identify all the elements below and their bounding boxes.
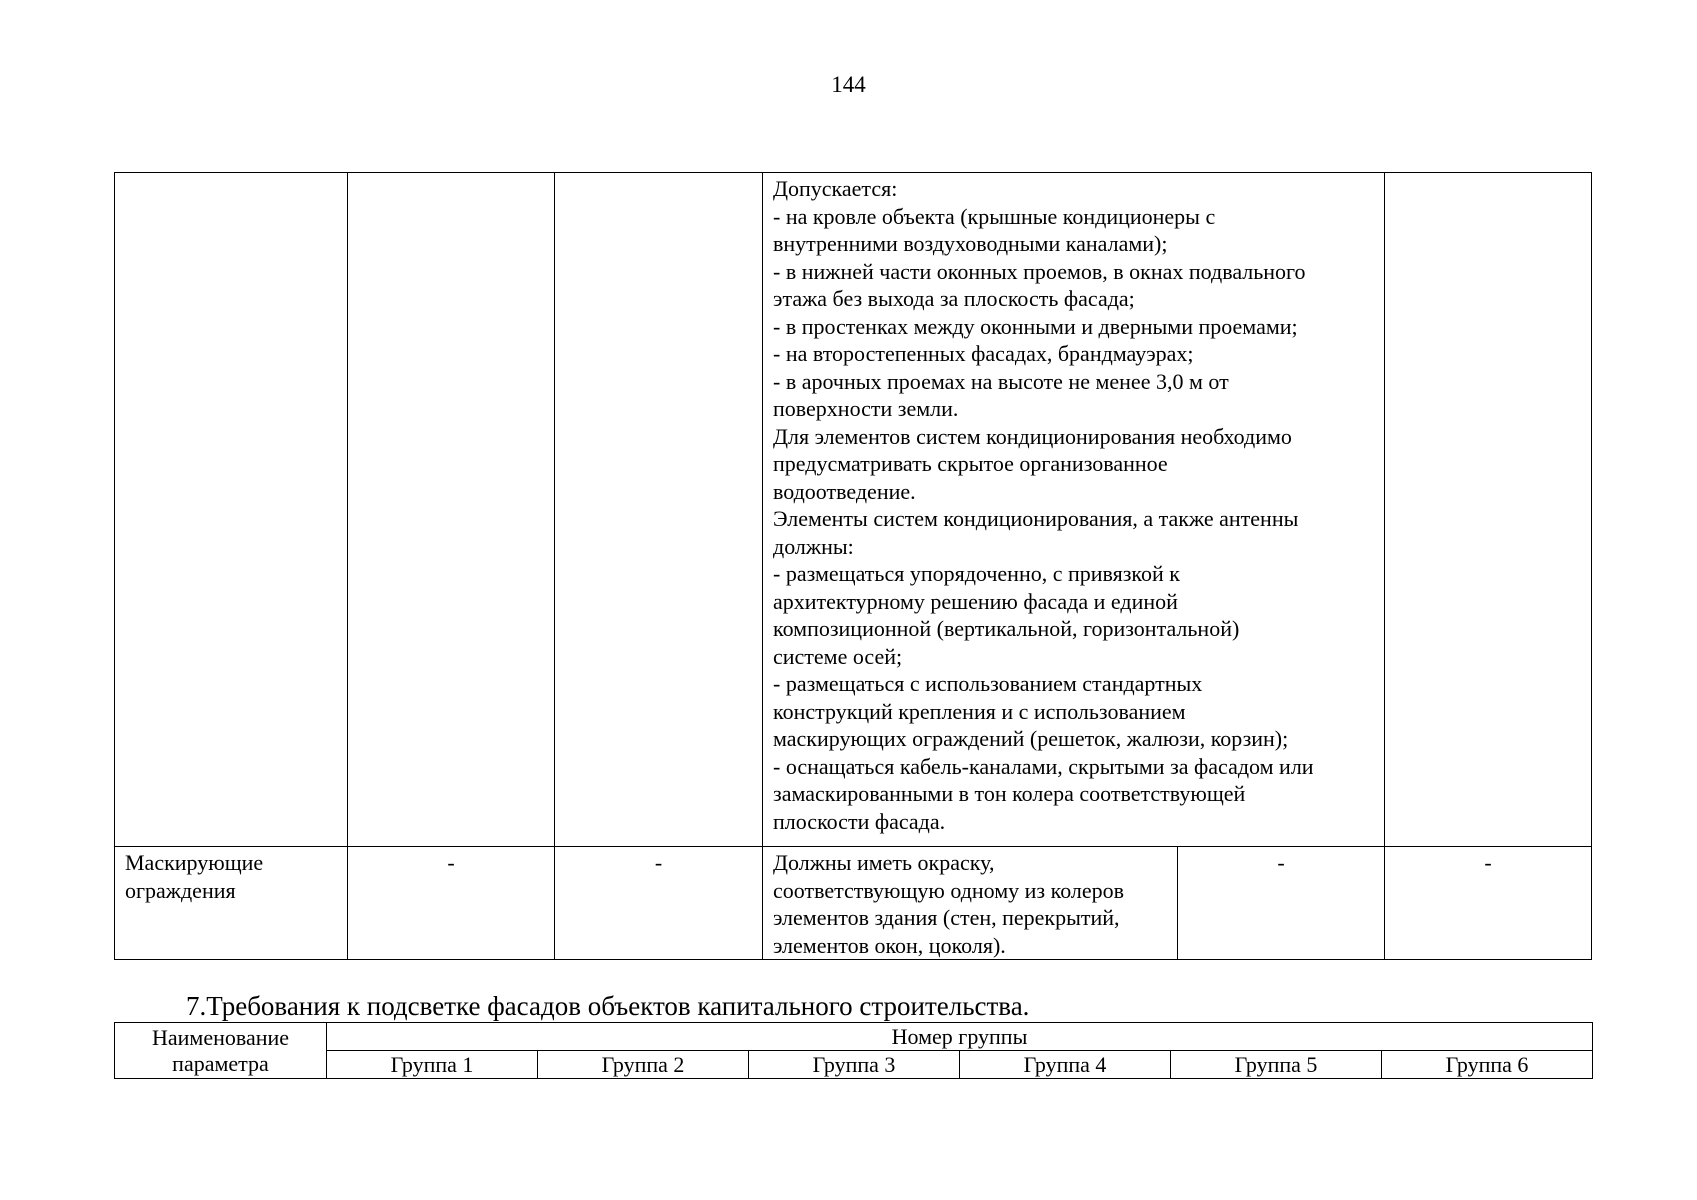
- text-line: этажа без выхода за плоскость фасада;: [773, 286, 1135, 311]
- text-line: - в простенках между оконными и дверными проемами;: [773, 313, 1298, 339]
- text-line: внутренними воздуховодными каналами);: [773, 231, 1168, 256]
- table-header-row: [115, 1023, 1593, 1051]
- table-cell: -: [348, 847, 555, 960]
- text-line: должны:: [773, 533, 854, 559]
- table-cell: [115, 173, 348, 847]
- lighting-requirements-table: [114, 1022, 1593, 1079]
- text-line: элементов здания (стен, перекрытий,: [773, 905, 1120, 930]
- text-line: - в нижней части оконных проемов, в окнах подвального: [773, 258, 1306, 284]
- table-row: [115, 847, 1592, 960]
- text-line: предусматривать скрытое организованное: [773, 451, 1168, 476]
- text-line: параметра: [172, 1050, 269, 1076]
- requirements-table: [114, 172, 1592, 960]
- text-line: конструкций крепления и с использованием: [773, 698, 1186, 724]
- table-row: [115, 173, 1592, 847]
- group-header: Группа 5: [1171, 1051, 1382, 1079]
- text-line: - на кровле объекта (крышные кондиционеры с: [773, 203, 1216, 229]
- text-line: - в арочных проемах на высоте не менее 3,0 м от: [773, 368, 1229, 394]
- text-line: - размещаться упорядоченно, с привязкой к: [773, 561, 1180, 586]
- group-number-header: Номер группы: [327, 1023, 1593, 1051]
- table-cell: [1385, 173, 1592, 847]
- text-line: Элементы систем кондиционирования, а также антенны: [773, 506, 1299, 531]
- table-cell: -: [1178, 847, 1385, 960]
- parameter-header: [115, 1023, 327, 1079]
- text-line: плоскости фасада.: [773, 808, 946, 834]
- text-line: замаскированными в тон колера соответствующей: [773, 781, 1246, 806]
- parameter-name-cell: [115, 847, 348, 960]
- text-line: ограждения: [125, 877, 236, 903]
- text-line: композиционной (вертикальной, горизонтальной): [773, 616, 1240, 641]
- table-header-row: [115, 1051, 1593, 1079]
- text-line: Маскирующие: [125, 850, 264, 875]
- requirements-text-cell: [763, 847, 1178, 960]
- text-line: Должны иметь окраску,: [773, 850, 995, 875]
- requirements-text-cell: [763, 173, 1385, 847]
- group-header: Группа 3: [749, 1051, 960, 1079]
- text-line: элементов окон, цоколя).: [773, 932, 1006, 958]
- section-heading: 7.Требования к подсветке фасадов объектов капитального строительства.: [186, 991, 1030, 1021]
- page-number: 144: [831, 72, 866, 97]
- table-cell: [348, 173, 555, 847]
- text-line: - оснащаться кабель-каналами, скрытыми за фасадом или: [773, 753, 1314, 779]
- table-cell: [555, 173, 763, 847]
- text-line: архитектурному решению фасада и единой: [773, 588, 1178, 614]
- group-header: Группа 1: [327, 1051, 538, 1079]
- text-line: Наименование: [151, 1024, 290, 1050]
- text-line: - на второстепенных фасадах, брандмауэрах;: [773, 341, 1194, 366]
- table-cell: -: [1385, 847, 1592, 960]
- text-line: Допускается:: [773, 176, 898, 201]
- group-header: Группа 2: [538, 1051, 749, 1079]
- text-line: Для элементов систем кондиционирования необходимо: [773, 423, 1292, 449]
- text-line: - размещаться с использованием стандартных: [773, 671, 1203, 696]
- group-header: Группа 4: [960, 1051, 1171, 1079]
- text-line: водоотведение.: [773, 478, 916, 504]
- table-cell: -: [555, 847, 763, 960]
- text-line: соответствующую одному из колеров: [773, 877, 1125, 903]
- text-line: маскирующих ограждений (решеток, жалюзи, корзин);: [773, 726, 1289, 751]
- text-line: системе осей;: [773, 643, 903, 669]
- group-header: Группа 6: [1382, 1051, 1593, 1079]
- text-line: поверхности земли.: [773, 396, 959, 421]
